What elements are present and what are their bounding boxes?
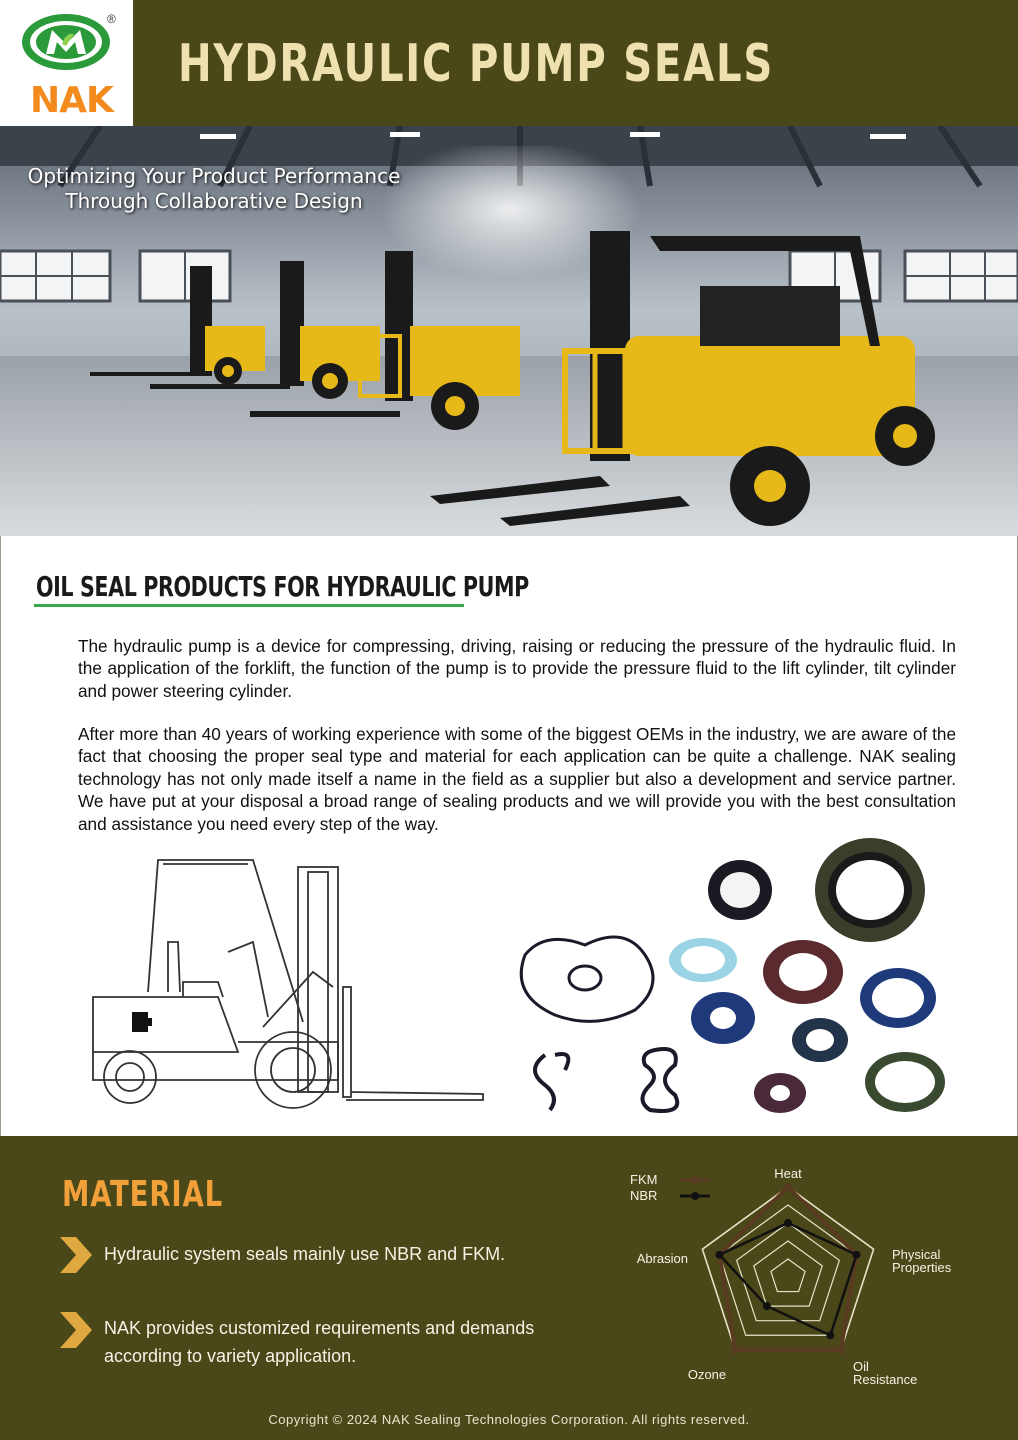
intro-paragraph: The hydraulic pump is a device for compressing, driving, raising or reducing the pressure of the hydraulic fluid. In the application of the forklift, the function of the pump is to provide the pressure fluid to the lift cylinder, tilt cylinder and power steering cylinder. [78,636,956,701]
radar-legend [630,1172,710,1203]
radar-point-nbr [716,1251,724,1259]
seal-products-photo [505,835,955,1125]
material-bullet-1: Hydraulic system seals mainly use NBR and FKM. [104,1244,506,1264]
material-bullet-2: NAK provides customized requirements and demands according to variety application. [104,1318,535,1366]
section-underline [34,604,464,607]
forklift-line-drawing [88,852,488,1112]
radar-axis-label: Abrasion [636,1251,688,1266]
radar-ring [754,1241,822,1306]
radar-series-fkm [720,1187,857,1350]
material-title: MATERIAL [62,1174,224,1215]
hero-tagline-line1: Optimizing Your Product Performance [27,164,401,188]
radar-point-fkm [837,1346,845,1354]
copyright-text: Copyright © 2024 NAK Sealing Technologies Corporation. All rights reserved. [268,1412,750,1427]
chevron-right-icon [60,1237,94,1273]
registered-mark: ® [107,12,116,26]
radar-axis-labels [637,1166,952,1387]
chevron-right-icon [60,1312,94,1348]
radar-grid [702,1187,873,1350]
radar-ring [702,1187,873,1350]
material-section [0,1136,1018,1440]
nak-logo-icon [18,10,114,80]
radar-point-nbr [826,1331,834,1339]
logo-text: NAK [30,80,113,121]
radar-axis-label: Ozone [687,1367,727,1382]
page-title: HYDRAULIC PUMP SEALS [178,34,775,94]
legend-label-fkm: FKM [630,1172,658,1187]
legend-marker [691,1192,699,1200]
radar-series [716,1183,861,1354]
radar-point-nbr [852,1251,860,1259]
legend-marker [691,1176,699,1184]
radar-point-fkm [784,1183,792,1191]
radar-axis-label: Physical Properties [892,1247,952,1275]
radar-axis-label: Heat [774,1166,802,1181]
material-radar-chart [620,1162,970,1392]
logo [0,0,133,126]
radar-point-nbr [784,1219,792,1227]
radar-axis-label: Oil Resistance [853,1359,918,1387]
hero-image [0,126,1018,536]
section-title: OIL SEAL PRODUCTS FOR HYDRAULIC PUMP [36,570,529,603]
radar-point-fkm [731,1346,739,1354]
hero-tagline [0,164,428,214]
legend-label-nbr: NBR [630,1188,658,1203]
header-banner [0,0,1018,126]
radar-point-nbr [763,1302,771,1310]
experience-paragraph: After more than 40 years of working experience with some of the biggest OEMs in the industry, we are aware of the fact that choosing the proper seal type and material for each application can be quite a challenge. NAK sealing technology has not only made itself a name in the field as a supplier but also a development and service partner. We have put at your disposal a broad range of sealing products and we will provide you with the best consultation and assistance you need every step of the way. [78,724,956,834]
hero-tagline-line2: Through Collaborative Design [65,189,363,213]
radar-ring [771,1259,805,1292]
